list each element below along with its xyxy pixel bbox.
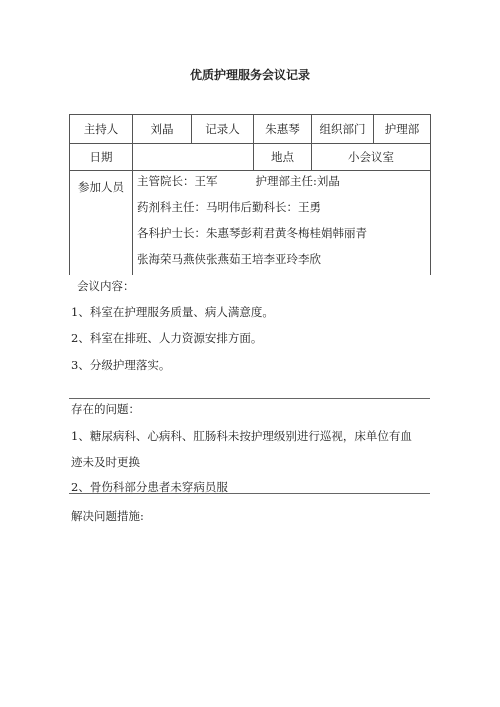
- recorder-label: 记录人: [192, 115, 254, 144]
- attendees-line: 药剂科主任：马明伟后勤科长：王勇: [137, 200, 321, 214]
- attendees-list: [133, 171, 431, 276]
- content-item: 3、分级护理落实。: [71, 358, 171, 372]
- attendee-nursing-director: 护理部主任:刘晶: [255, 174, 340, 188]
- problem-item: 1、糖尿病科、心病科、肛肠科未按护理级别进行巡视，床单位有血: [71, 429, 412, 443]
- attendee-president: 主管院长：王军: [137, 174, 218, 188]
- content-heading: 会议内容：: [77, 279, 135, 293]
- org-value: 护理部: [374, 115, 431, 144]
- org-label: 组织部门: [312, 115, 374, 144]
- problem-item-continued: 迹未及时更换: [71, 455, 140, 469]
- location-label: 地点: [254, 144, 312, 171]
- page-title: 优质护理服务会议记录: [189, 68, 310, 82]
- content-item: 2、科室在排班、人力资源安排方面。: [71, 331, 263, 345]
- divider: [69, 493, 430, 494]
- attendees-line: 张海荣马燕侠张燕茹王培李亚玲李欣: [137, 252, 321, 266]
- host-label: 主持人: [70, 115, 133, 144]
- problem-item: 2、骨伤科部分患者未穿病员服: [71, 480, 228, 494]
- attendees-line: 各科护士长：朱惠琴彭莉君黄冬梅桂娟韩丽青: [137, 226, 367, 240]
- divider: [69, 398, 430, 399]
- meeting-info-table: [69, 114, 431, 275]
- table-row: [70, 115, 431, 144]
- attendees-label: 参加人员: [70, 171, 133, 276]
- host-value: 刘晶: [133, 115, 192, 144]
- date-value: [133, 144, 254, 171]
- attendees-line: [137, 171, 430, 197]
- date-label: 日期: [70, 144, 133, 171]
- recorder-value: 朱惠琴: [254, 115, 312, 144]
- content-item: 1、科室在护理服务质量、病人满意度。: [71, 305, 274, 319]
- problems-heading: 存在的问题：: [71, 402, 140, 416]
- table-row: [70, 144, 431, 171]
- table-row: [70, 171, 431, 276]
- solutions-heading: 解决问题措施:: [71, 509, 144, 523]
- location-value: 小会议室: [312, 144, 431, 171]
